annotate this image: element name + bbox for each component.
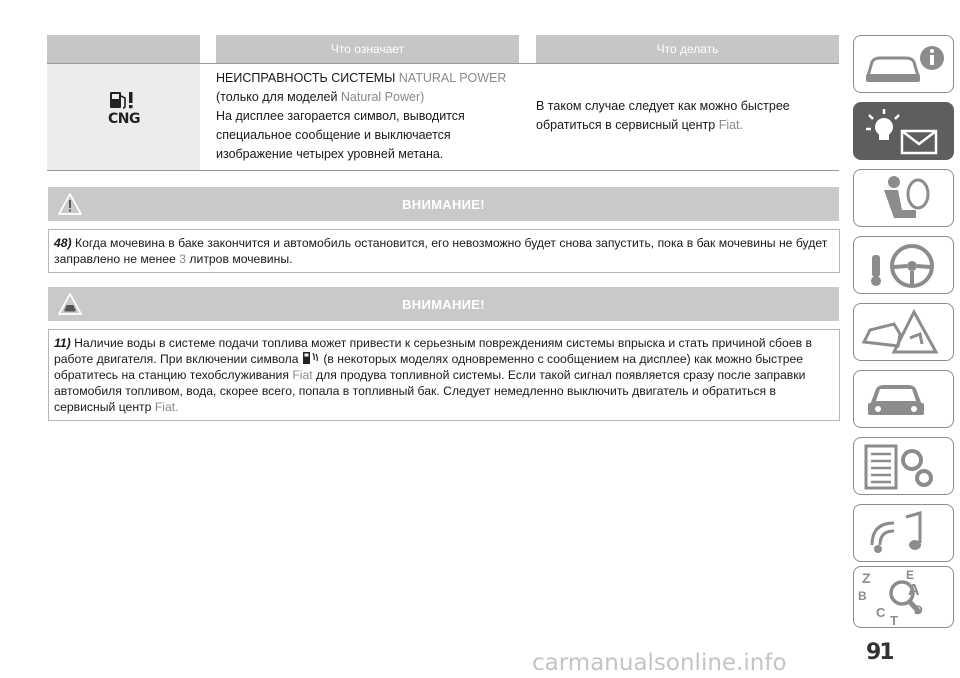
meaning-text-line: специальное сообщение и выключается [216,128,451,142]
car-info-icon [854,36,955,94]
sidebar-tab-warning-lights[interactable] [853,102,954,160]
malfunction-title: НЕИСПРАВНОСТЬ СИСТЕМЫ NATURAL POWER [216,71,507,85]
index-letter: B [858,589,867,603]
warning-bar-1 [48,187,839,221]
warning-body-1: 48) Когда мочевина в баке закончится и автомобиль остановится, его невозможно будет снова запустить, пока в бак мочевины не будет заправлено не менее 3 литров мочевины. [48,229,840,273]
watermark: carmanualsonline.info [532,650,787,676]
warning-bar-2 [48,287,839,321]
sidebar-tab-emergency[interactable] [853,303,954,361]
checklist-gears-icon [854,438,955,496]
meaning-text-line: изображение четырех уровней метана. [216,147,444,161]
action-text-line: В таком случае следует как можно быстрее [536,99,790,113]
media-music-icon [854,505,955,563]
meaning-text-line: На дисплее загорается символ, выводится [216,109,465,123]
action-cell [536,97,836,135]
crash-triangle-icon [854,304,955,362]
index-letter: T [890,613,898,628]
index-letter: Z [862,570,871,586]
sidebar-tab-starting-driving[interactable] [853,236,954,294]
table-header-meaning [216,35,519,63]
water-in-fuel-icon [302,351,320,365]
key-steering-wheel-icon [854,237,955,295]
action-text-line: обратиться в сервисный центр Fiat. [536,118,743,132]
malfunction-subtitle: (только для моделей Natural Power) [216,90,425,104]
sidebar-tab-vehicle-info[interactable] [853,35,954,93]
table-header-blank [47,35,200,63]
cng-label: CNG [108,111,140,127]
page-number: 91 [866,640,893,665]
warning-car-triangle-icon [58,293,82,315]
warning-title-1: ВНИМАНИЕ! [402,196,485,212]
meaning-cell [216,69,526,164]
sidebar-tab-technical-data[interactable] [853,437,954,495]
index-letter: C [876,605,886,620]
sidebar-tab-multimedia[interactable] [853,504,954,562]
sidebar-tab-safety[interactable] [853,169,954,227]
index-letter: D [914,603,923,617]
header-meaning-label: Что означает [330,42,405,56]
warning-light-message-icon [854,103,955,161]
header-action-label: Что делать [656,42,719,56]
sidebar-tab-maintenance[interactable] [853,370,954,428]
index-letter: A [908,582,920,599]
table-bottom-divider [47,170,839,171]
sidebar-tab-index[interactable] [853,566,954,628]
seat-airbag-icon [854,170,955,228]
warning-title-2: ВНИМАНИЕ! [402,296,485,312]
warning-triangle-icon [58,193,82,215]
index-letter: E [906,568,915,582]
warning-body-2: 11) Наличие воды в системе подачи топлива может привести к серьезным повреждениям системы впрыска и стать причиной сбоев в работе двигателя. При включении символа (в некоторых моделях одновременно с сообщением на дисплее) как можно быстрее обратитесь на станцию техобслуживания Fiat для продува топливной системы. Если такой сигнал появляется сразу после заправки автомобиля топливом, вода, скорее всего, попала в топливный бак. Следует немедленно выключить двигатель и обратиться в сервисный центр Fiat. [48,329,840,421]
table-header-action [536,35,839,63]
car-front-icon [854,371,955,429]
